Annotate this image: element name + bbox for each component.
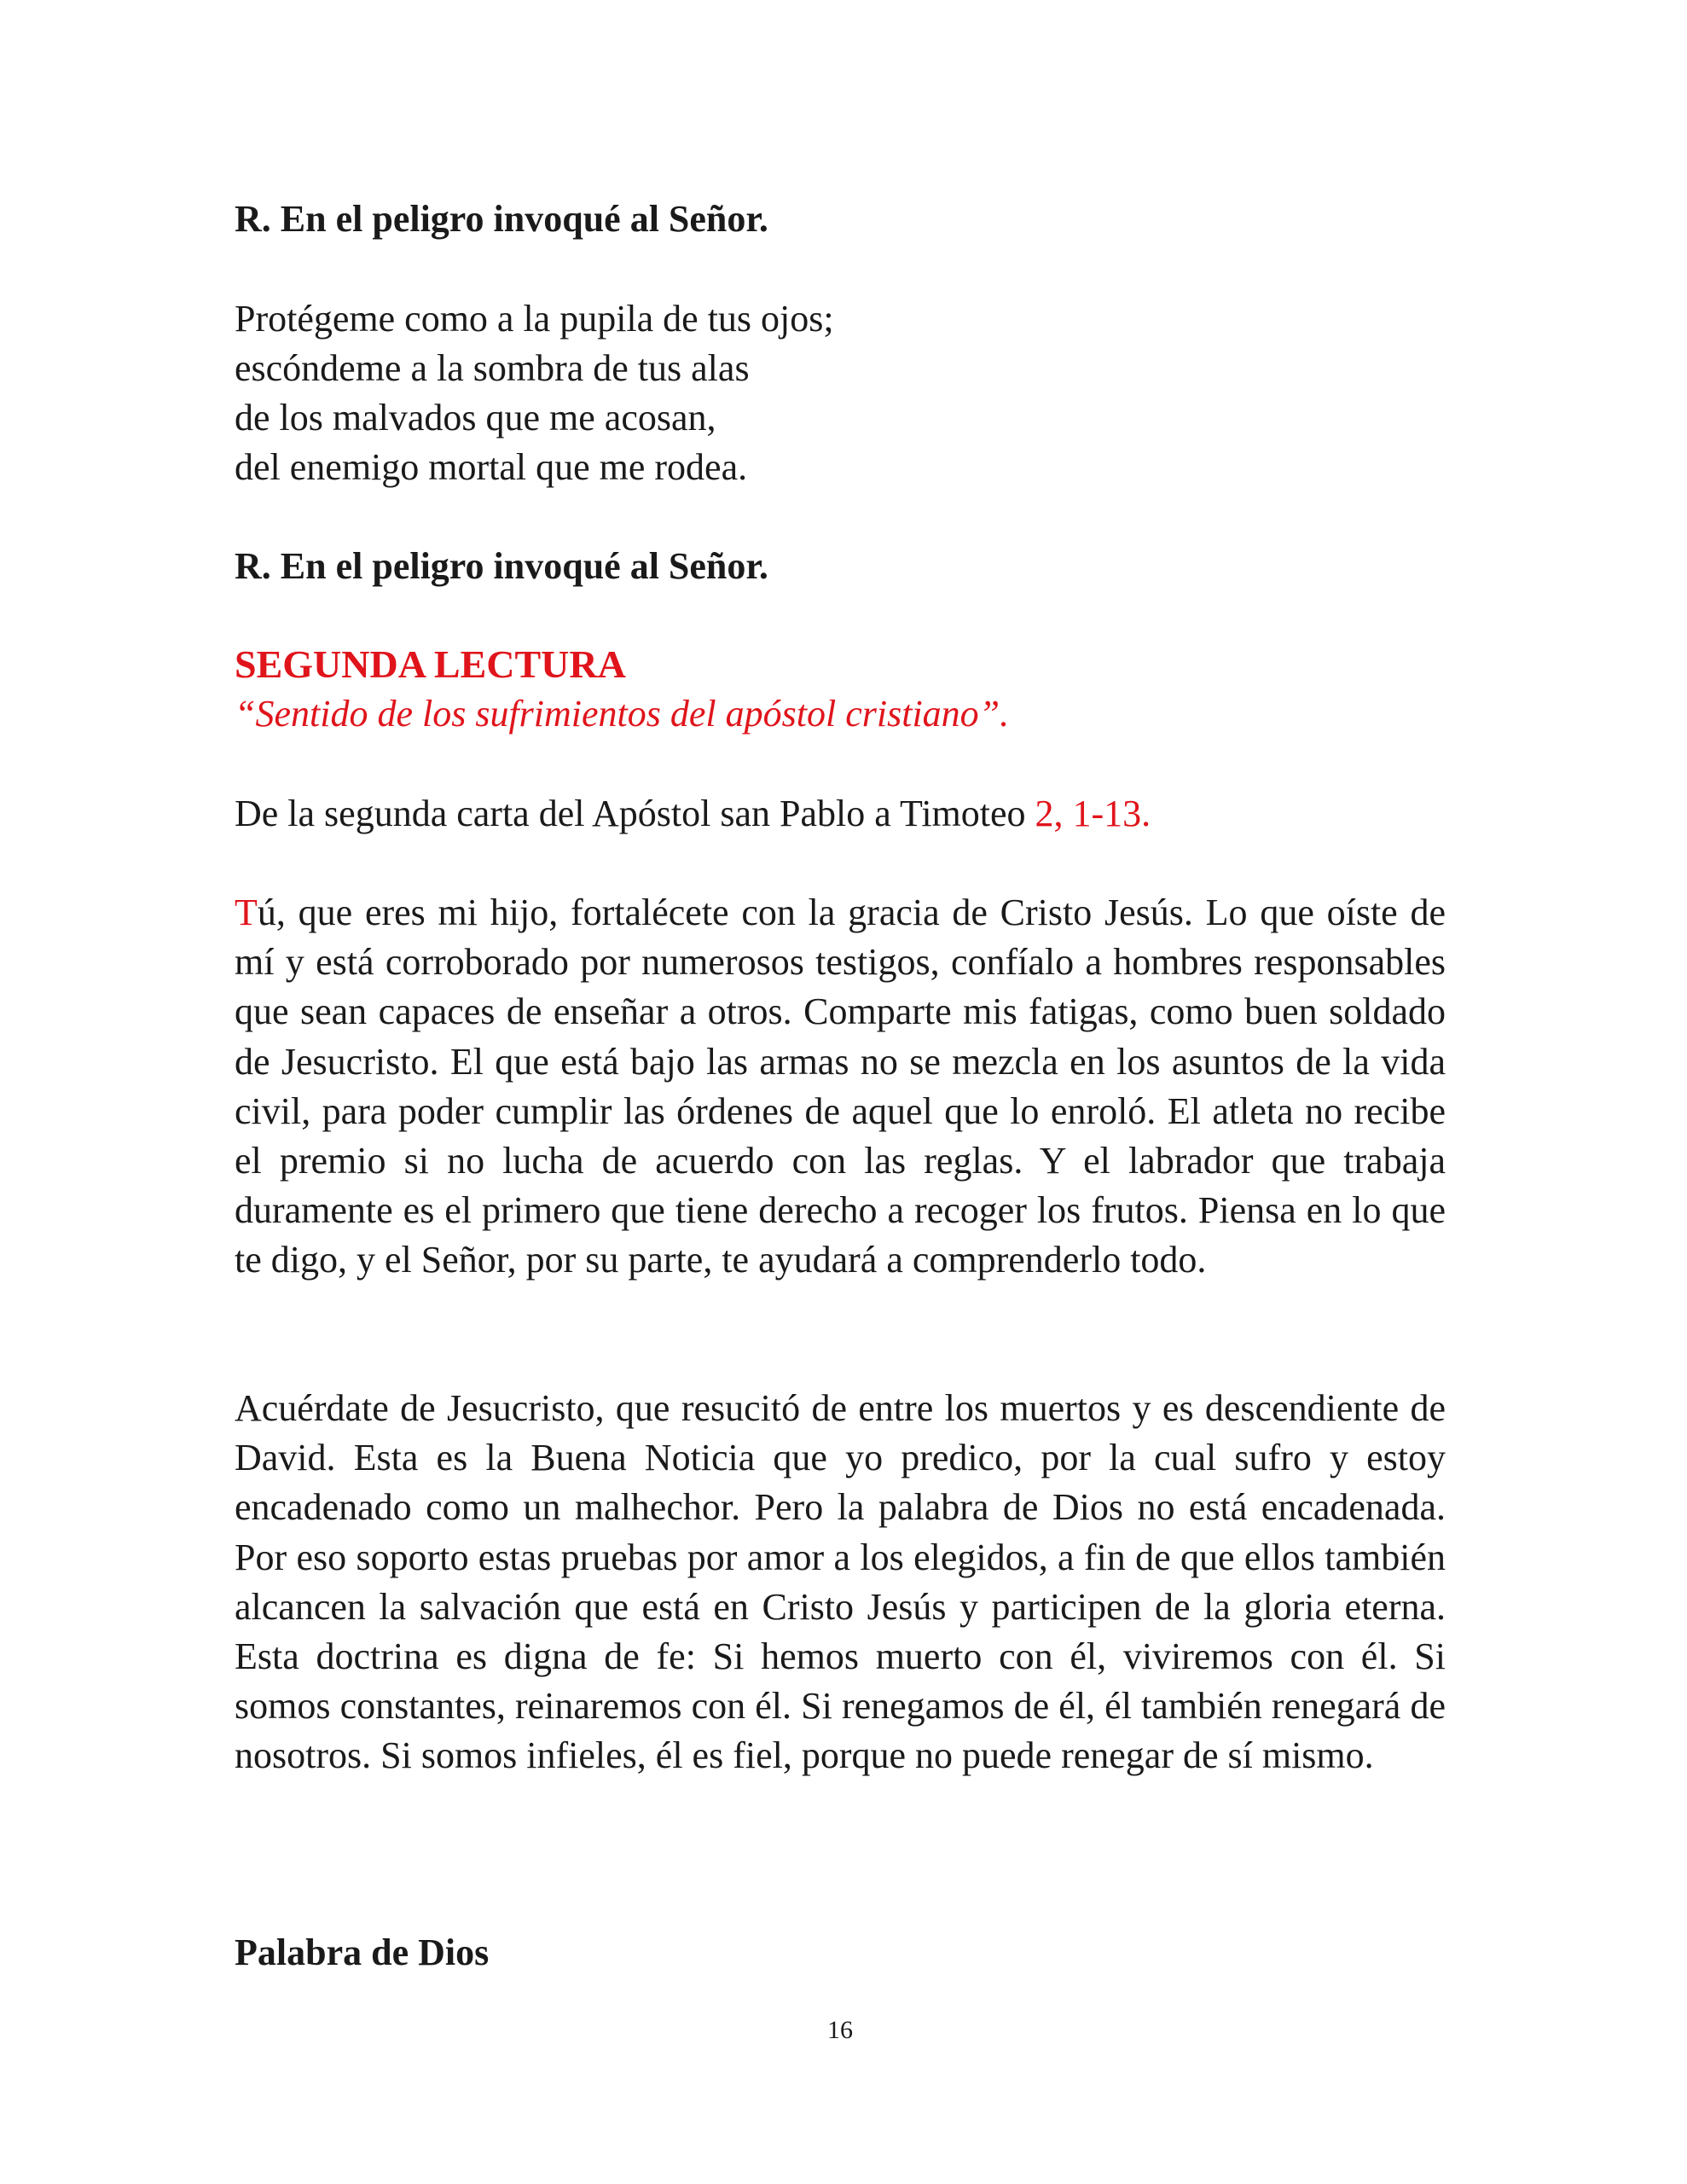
citation-text: De la segunda carta del Apóstol san Pablo a Timoteo [235,793,1035,834]
paragraph-1-text: ú, que eres mi hijo, fortalécete con la gracia de Cristo Jesús. Lo que oíste de mí y está corroborado por numerosos testigos, confíalo a hombres responsables que sean capaces de enseñar a otros. Comparte mis fatigas, como buen soldado de Jesucristo. El que está bajo las armas no se mezcla en los asuntos de la vida civil, para poder cumplir las órdenes de aquel que lo enroló. El atleta no recibe el premio si no lucha de acuerdo con las reglas. Y el labrador que trabaja duramente es el primero que tiene derecho a recoger los frutos. Piensa en lo que te digo, y el Señor, por su parte, te ayudará a comprenderlo todo. [235,892,1446,1281]
psalm-verse-1: Protégeme como a la pupila de tus ojos; [235,298,834,340]
reading-paragraph-1 [235,888,1446,1286]
response-line-2: R. En el peligro invoqué al Señor. [235,545,768,587]
paragraph-initial-letter: T [235,892,258,933]
reading-paragraph-2: Acuérdate de Jesucristo, que resucitó de entre los muertos y es descendiente de David. Esta es la Buena Noticia que yo predico, por la cual sufro y estoy encadenado como un malhechor. Pero la palabra de Dios no está encadenada. Por eso soporto estas pruebas por amor a los elegidos, a fin de que ellos también alcancen la salvación que está en Cristo Jesús y participen de la gloria eterna. Esta doctrina es digna de fe: Si hemos muerto con él, viviremos con él. Si somos constantes, reinaremos con él. Si renegamos de él, él también renegará de nosotros. Si somos infieles, él es fiel, porque no puede renegar de sí mismo. [235,1387,1446,1777]
citation-reference: 2, 1-13. [1035,793,1151,834]
closing-acclamation: Palabra de Dios [235,1931,490,1973]
psalm-verse-4: del enemigo mortal que me rodea. [235,446,748,488]
psalm-stanza [235,294,834,492]
reading-subtitle: “Sentido de los sufrimientos del apóstol cristiano”. [235,693,1010,735]
psalm-verse-3: de los malvados que me acosan, [235,397,716,439]
reading-heading: SEGUNDA LECTURA [235,642,626,686]
psalm-verse-2: escóndeme a la sombra de tus alas [235,347,750,389]
response-line-1: R. En el peligro invoqué al Señor. [235,198,768,240]
reading-citation [235,789,1151,839]
page-number: 16 [827,2016,853,2044]
